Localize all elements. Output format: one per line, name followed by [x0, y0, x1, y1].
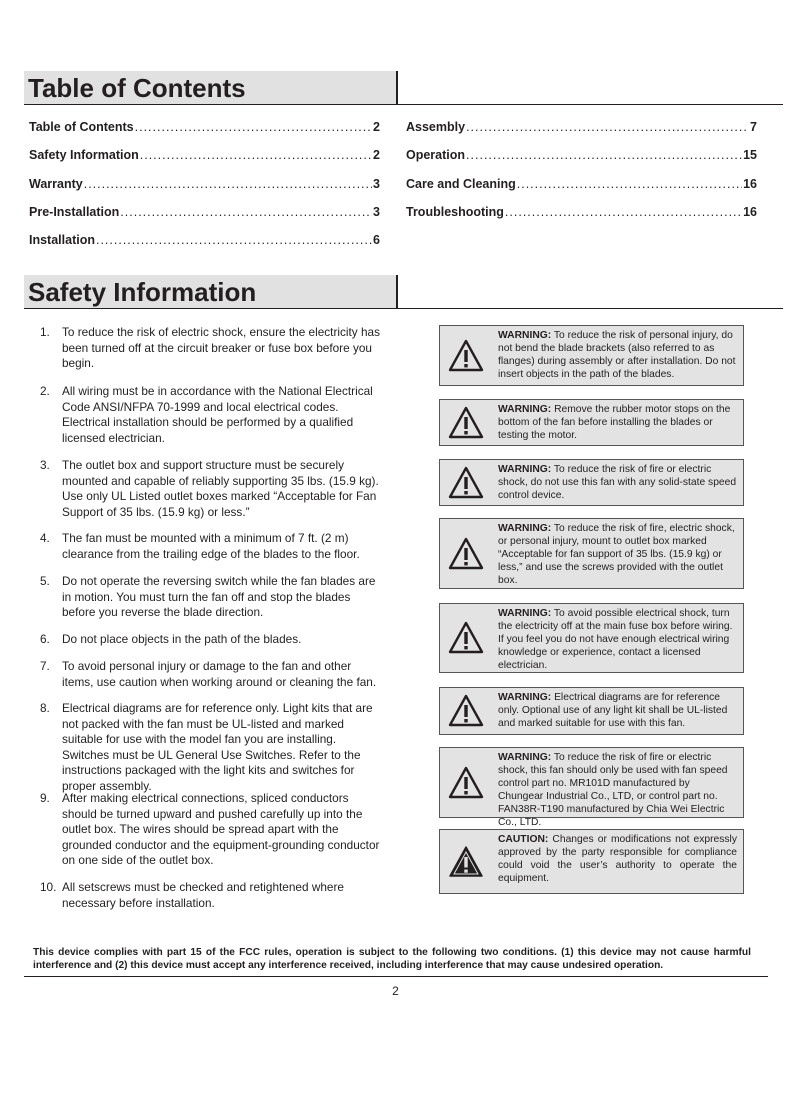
caution-label: CAUTION: [498, 834, 549, 845]
safety-item [40, 791, 380, 869]
toc-dot-leader [135, 120, 372, 134]
safety-item-number: 7. [40, 659, 50, 673]
warning-body: To reduce the risk of fire or electric shock, do not use this fan with any solid-state speed control device. [498, 464, 737, 501]
safety-item-number: 8. [40, 701, 50, 715]
safety-item-text: To avoid personal injury or damage to the fan and other items, use caution when working around or cleaning the fan. [62, 659, 377, 689]
safety-item-text: Electrical diagrams are for reference only. Light kits that are not packed with the fan must be UL-listed and marked suitable for use with the model fan you are installing. Switches must be UL General Use Switches. Refer to the instructions packaged with the light kits and switches for proper assembly. [62, 701, 373, 793]
warning-text [498, 326, 743, 384]
safety-item [40, 632, 380, 648]
toc-entry-page: 3 [373, 205, 380, 219]
warning-triangle-icon [448, 537, 484, 571]
caution-box [439, 829, 744, 894]
warning-box [439, 747, 744, 828]
toc-entry[interactable] [29, 148, 380, 162]
safety-item [40, 325, 380, 372]
warning-label: WARNING: [498, 752, 552, 763]
safety-item-number: 5. [40, 574, 50, 588]
safety-item-text: All wiring must be in accordance with the National Electrical Code ANSI/NFPA 70-1999 and local electrical codes. Electrical installation should be performed by a qualified licensed electrician. [62, 384, 373, 445]
safety-item-number: 9. [40, 791, 50, 805]
toc-entry[interactable] [406, 120, 757, 134]
toc-heading-rule [24, 104, 783, 105]
toc-entry-title: Installation [29, 233, 95, 247]
toc-entry-title: Assembly [406, 120, 466, 134]
safety-item-number: 3. [40, 458, 50, 472]
safety-item-text: To reduce the risk of electric shock, ensure the electricity has been turned off at the circuit breaker or fuse box before you begin. [62, 325, 381, 370]
safety-item [40, 458, 380, 520]
safety-item-number: 1. [40, 325, 50, 339]
warning-body: To reduce the risk of fire, electric shock, or personal injury, mount to outlet box marked “Acceptable for fan support of 35 lbs. (15.9 kg) or less,” and use the screws provided with the outlet box. [498, 523, 735, 586]
footer-rule [24, 976, 768, 977]
toc-dot-leader [120, 205, 372, 219]
warning-text [498, 460, 743, 505]
toc-entry-title: Care and Cleaning [406, 177, 516, 191]
toc-entry-title: Operation [406, 148, 466, 162]
toc-dot-leader [505, 205, 742, 219]
toc-entry[interactable] [29, 120, 380, 134]
safety-item [40, 701, 380, 794]
warning-text [498, 748, 743, 832]
caution-text [498, 830, 743, 888]
toc-entry-title: Troubleshooting [406, 205, 504, 219]
warning-triangle-icon [448, 406, 484, 440]
warning-triangle-icon [448, 466, 484, 500]
warning-body: Electrical diagrams are for reference only. Optional use of any light kit shall be UL-listed and marked suitable for use with this fan. [498, 692, 728, 729]
toc-dot-leader [140, 148, 372, 162]
warning-text [498, 604, 743, 675]
safety-item-number: 4. [40, 531, 50, 545]
toc-heading: Table of Contents [28, 73, 246, 103]
caution-body: Changes or modifications not expressly approved by the party responsible for compliance could void the user’s authority to operate the equipment. [498, 834, 737, 884]
toc-dot-leader [84, 177, 372, 191]
toc-entry-title: Safety Information [29, 148, 139, 162]
fcc-notice: This device complies with part 15 of the FCC rules, operation is subject to the following two conditions. (1) this device may not cause harmful interference and (2) this device must accept any interference received, including interference that may cause undesired operation. [33, 947, 751, 971]
toc-entry[interactable] [406, 177, 757, 191]
warning-triangle-icon [448, 766, 484, 800]
safety-heading: Safety Information [28, 277, 257, 307]
warning-box [439, 518, 744, 589]
toc-dot-leader [466, 120, 749, 134]
page-number: 2 [392, 984, 399, 998]
warning-box [439, 687, 744, 735]
safety-item-text: The fan must be mounted with a minimum of 7 ft. (2 m) clearance from the trailing edge of the blades to the floor. [62, 531, 360, 561]
warning-label: WARNING: [498, 330, 552, 341]
safety-item-text: After making electrical connections, spliced conductors should be turned upward and pushed carefully up into the outlet box. The wires should be spread apart with the grounded conductor and the equipment-grounding conductor on one side of the outlet box. [62, 791, 380, 867]
warning-box [439, 459, 744, 506]
toc-entry-title: Warranty [29, 177, 83, 191]
safety-heading-band [24, 275, 398, 308]
toc-heading-band [24, 71, 398, 104]
toc-entry[interactable] [29, 205, 380, 219]
toc-entry-page: 7 [750, 120, 757, 134]
toc-entry-title: Pre-Installation [29, 205, 120, 219]
warning-body: Remove the rubber motor stops on the bottom of the fan before installing the blades or testing the motor. [498, 404, 731, 441]
warning-body: To reduce the risk of personal injury, do not bend the blade brackets (also referred to as flanges) during assembly or after installation. Do not insert objects in the path of the blades. [498, 330, 736, 380]
toc-entry-page: 6 [373, 233, 380, 247]
warning-text [498, 688, 743, 733]
toc-entry-page: 16 [743, 177, 757, 191]
warning-label: WARNING: [498, 523, 552, 534]
safety-item-text: All setscrews must be checked and retightened where necessary before installation. [62, 880, 344, 910]
warning-text [498, 400, 743, 445]
safety-item-text: Do not place objects in the path of the blades. [62, 632, 302, 646]
safety-item [40, 531, 380, 562]
safety-item [40, 659, 380, 690]
safety-item-text: Do not operate the reversing switch while the fan blades are in motion. You must turn the fan off and stop the blades before you reverse the blade direction. [62, 574, 376, 619]
toc-entry-title: Table of Contents [29, 120, 134, 134]
toc-entry-page: 2 [373, 148, 380, 162]
safety-heading-rule [24, 308, 783, 309]
toc-entry-page: 15 [743, 148, 757, 162]
toc-dot-leader [96, 233, 372, 247]
warning-box [439, 603, 744, 673]
toc-entry-page: 16 [743, 205, 757, 219]
safety-item-number: 6. [40, 632, 50, 646]
toc-dot-leader [466, 148, 742, 162]
warning-text [498, 519, 743, 590]
safety-item-number: 2. [40, 384, 50, 398]
warning-triangle-icon [448, 694, 484, 728]
toc-entry[interactable] [406, 148, 757, 162]
warning-triangle-icon [448, 339, 484, 373]
warning-body: To reduce the risk of fire or electric shock, this fan should only be used with fan speed control part no. MR101D manufactured by Chungear Industrial Co., LTD, or control part no. FAN38R-T190 manufactured by Chia Wei Electric Co., LTD. [498, 752, 728, 828]
toc-dot-leader [517, 177, 742, 191]
toc-entry-page: 2 [373, 120, 380, 134]
safety-item [40, 880, 380, 911]
toc-entry[interactable] [29, 177, 380, 191]
warning-label: WARNING: [498, 608, 552, 619]
safety-item-text: The outlet box and support structure must be securely mounted and capable of reliably supporting 35 lbs. (15.9 kg). Use only UL Listed outlet boxes marked “Acceptable for Fan Support of 35 lbs. (15.9 kg) or less.” [62, 458, 379, 519]
safety-item [40, 384, 380, 446]
warning-triangle-icon [448, 621, 484, 655]
safety-item [40, 574, 380, 621]
toc-entry[interactable] [29, 233, 380, 247]
caution-triangle-icon [448, 845, 484, 879]
warning-box [439, 399, 744, 446]
warning-box [439, 325, 744, 386]
toc-entry[interactable] [406, 205, 757, 219]
warning-label: WARNING: [498, 404, 552, 415]
toc-entry-page: 3 [373, 177, 380, 191]
warning-label: WARNING: [498, 692, 552, 703]
warning-body: To avoid possible electrical shock, turn the electricity off at the main fuse box before wiring. If you feel you do not have enough electrical wiring knowledge or experience, contact a licensed electrician. [498, 608, 733, 671]
safety-item-number: 10. [40, 880, 57, 894]
warning-label: WARNING: [498, 464, 552, 475]
